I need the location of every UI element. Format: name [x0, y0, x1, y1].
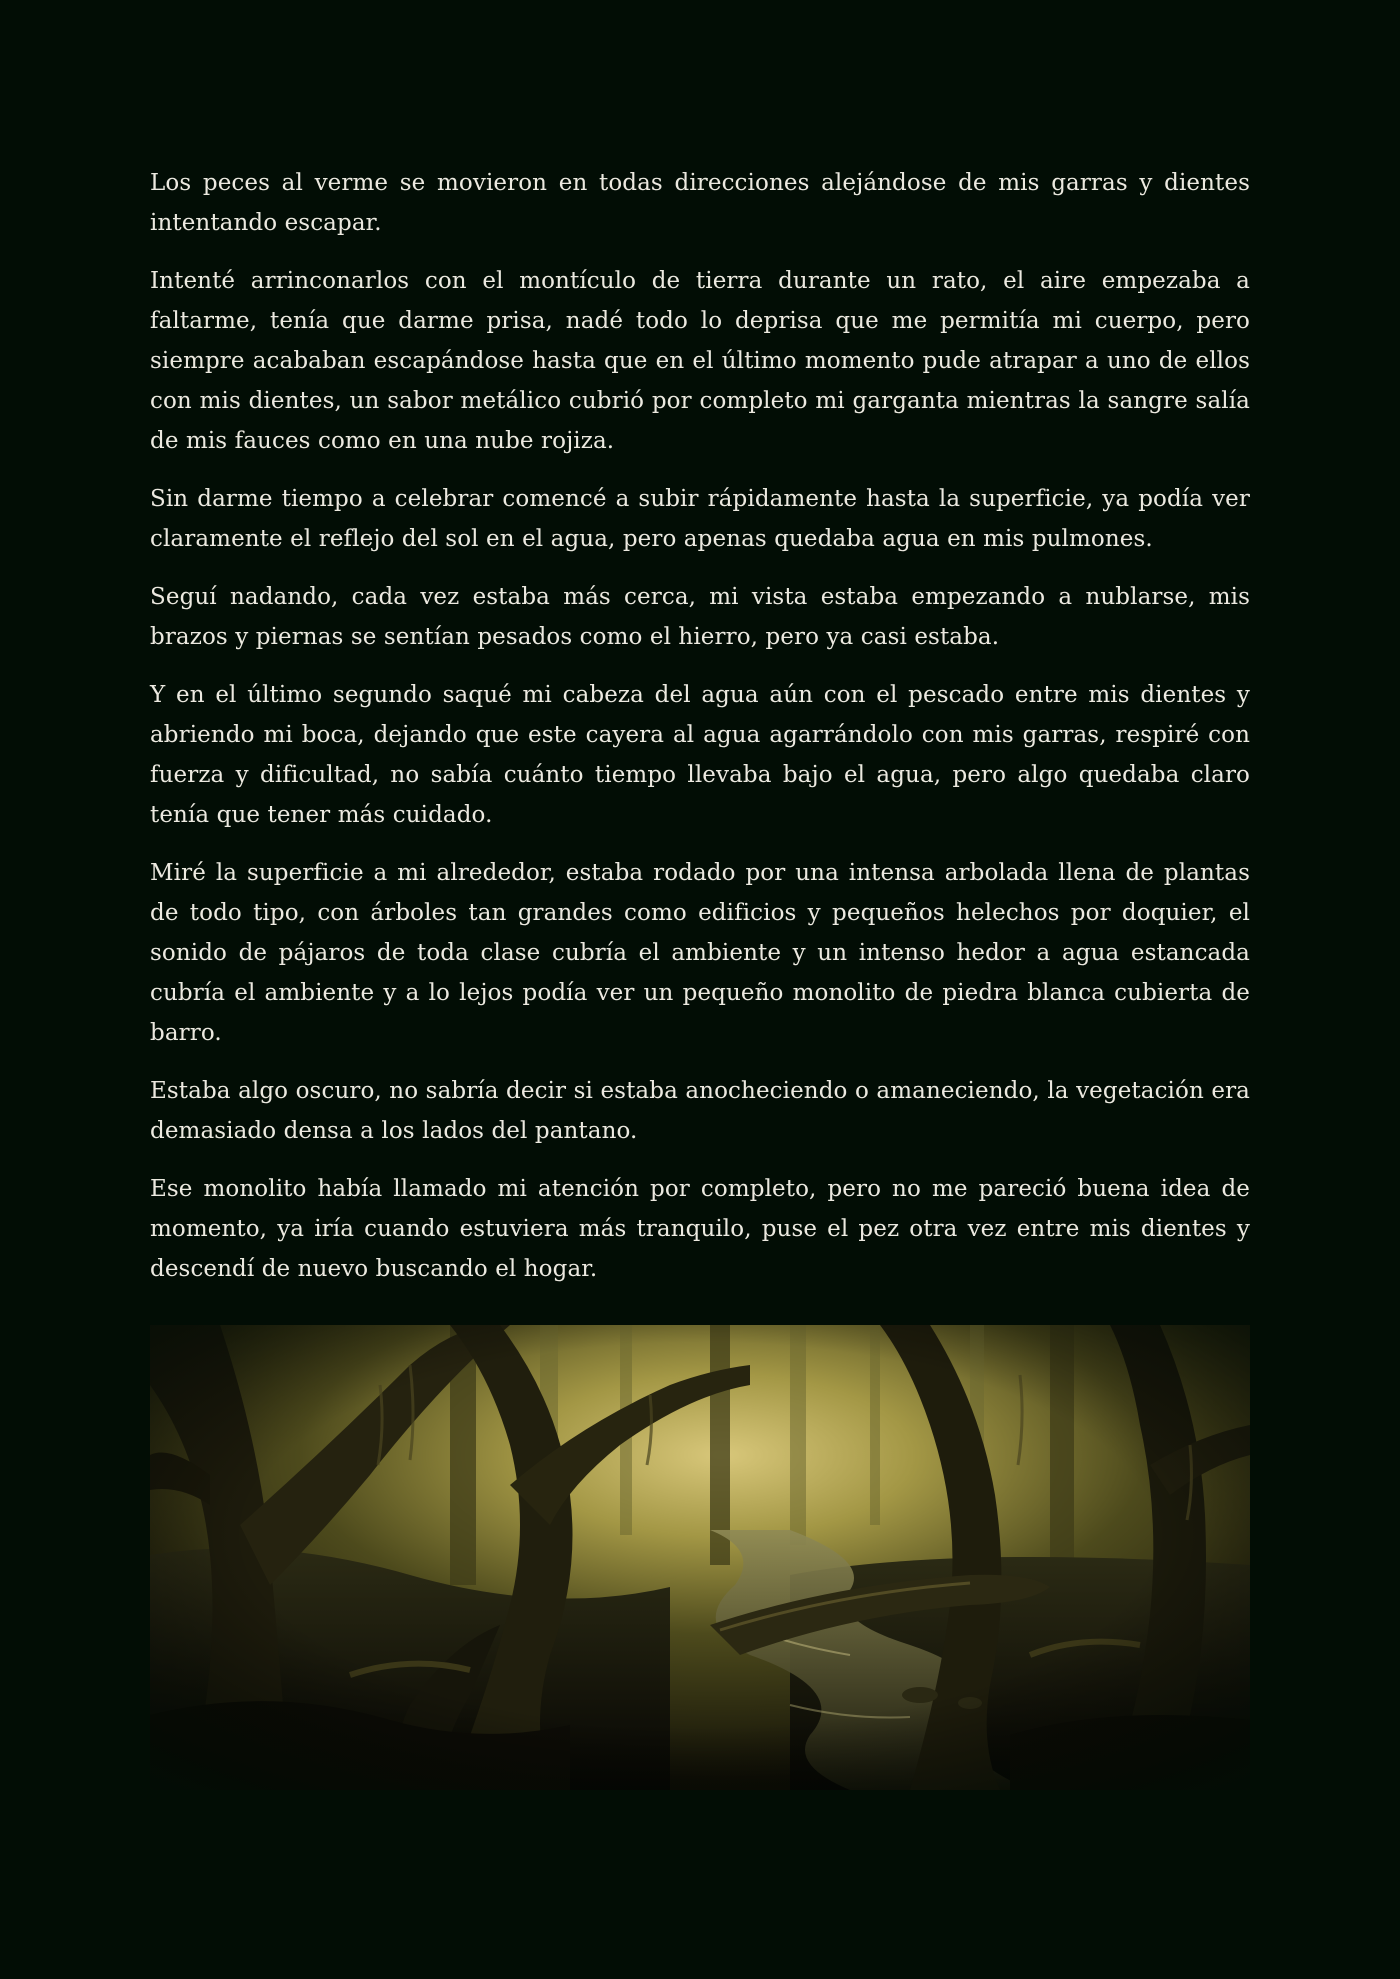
swamp-illustration: [150, 1325, 1250, 1790]
paragraph-5: Y en el último segundo saqué mi cabeza del agua aún con el pescado entre mis dientes y abriendo mi boca, dejando que este cayera al agua agarrándolo con mis garras, respiré con fuerza y dificultad, no sabía cuánto tiempo llevaba bajo el agua, pero algo quedaba claro tenía que tener más cuidado.: [150, 682, 1250, 828]
paragraph-6: Miré la superficie a mi alrededor, estaba rodado por una intensa arbolada llena de plantas de todo tipo, con árboles tan grandes como edificios y pequeños helechos por doquier, el sonido de pájaros de toda clase cubría el ambiente y un intenso hedor a agua estancada cubría el ambiente y a lo lejos podía ver un pequeño monolito de piedra blanca cubierta de barro.: [150, 860, 1250, 1046]
swamp-painting: [150, 1325, 1250, 1790]
paragraph-8: Ese monolito había llamado mi atención por completo, pero no me pareció buena idea de momento, ya iría cuando estuviera más tranquilo, puse el pez otra vez entre mis dientes y descendí de nuevo buscando el hogar.: [150, 1176, 1250, 1282]
story-text: [150, 163, 1250, 1307]
paragraph-3: Sin darme tiempo a celebrar comencé a subir rápidamente hasta la superficie, ya podía ver claramente el reflejo del sol en el agua, pero apenas quedaba agua en mis pulmones.: [150, 486, 1250, 552]
paragraph-1: Los peces al verme se movieron en todas direcciones alejándose de mis garras y dientes intentando escapar.: [150, 170, 1250, 236]
paragraph-7: Estaba algo oscuro, no sabría decir si estaba anocheciendo o amaneciendo, la vegetación era demasiado densa a los lados del pantano.: [150, 1078, 1250, 1144]
paragraph-4: Seguí nadando, cada vez estaba más cerca, mi vista estaba empezando a nublarse, mis brazos y piernas se sentían pesados como el hierro, pero ya casi estaba.: [150, 584, 1250, 650]
paragraph-2: Intenté arrinconarlos con el montículo de tierra durante un rato, el aire empezaba a faltarme, tenía que darme prisa, nadé todo lo deprisa que me permitía mi cuerpo, pero siempre acababan escapándose hasta que en el último momento pude atrapar a uno de ellos con mis dientes, un sabor metálico cubrió por completo mi garganta mientras la sangre salía de mis fauces como en una nube rojiza.: [150, 268, 1250, 454]
